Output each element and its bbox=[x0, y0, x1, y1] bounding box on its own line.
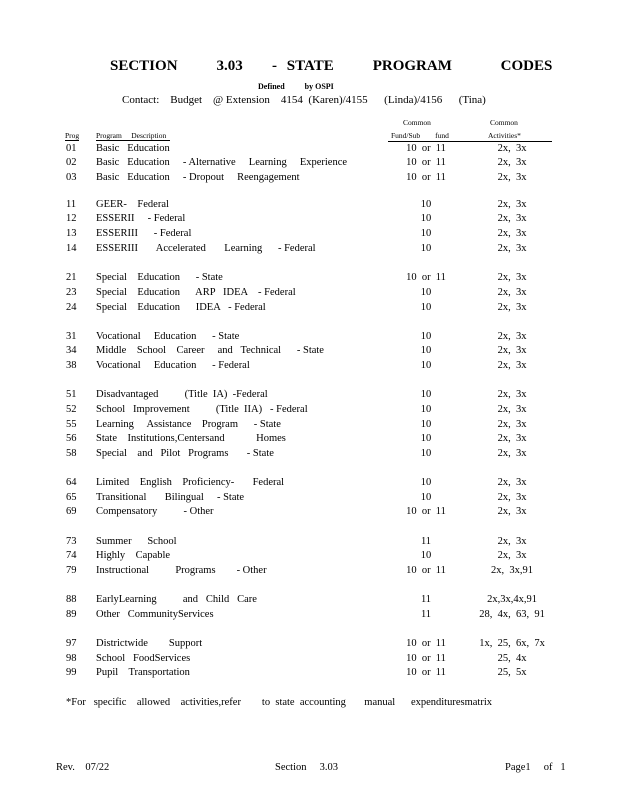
common-activities: 2x, 3x bbox=[497, 287, 527, 298]
program-code: 73 bbox=[66, 536, 77, 547]
program-description: Pupil Transportation bbox=[96, 667, 190, 678]
table-row bbox=[0, 301, 618, 315]
common-fund: 10 bbox=[420, 199, 432, 210]
table-row bbox=[0, 637, 618, 651]
table-row bbox=[0, 388, 618, 402]
program-description: Middle School Career and Technical - State bbox=[96, 345, 324, 356]
common-fund: 10 bbox=[420, 550, 432, 561]
program-code: 01 bbox=[66, 143, 77, 154]
table-row bbox=[0, 344, 618, 358]
program-code: 56 bbox=[66, 433, 77, 444]
table-row bbox=[0, 564, 618, 578]
common-activities: 2x, 3x bbox=[497, 302, 527, 313]
program-description: ESSERIII Accelerated Learning - Federal bbox=[96, 243, 316, 254]
program-code: 51 bbox=[66, 389, 77, 400]
table-row bbox=[0, 330, 618, 344]
common-activities: 2x, 3x bbox=[497, 213, 527, 224]
common-activities: 2x, 3x,91 bbox=[491, 565, 533, 576]
common-activities: 2x, 3x bbox=[497, 243, 527, 254]
program-description: Basic Education bbox=[96, 143, 170, 154]
table-row bbox=[0, 212, 618, 226]
column-header-description: Program Description bbox=[96, 131, 170, 141]
common-activities: 2x, 3x bbox=[497, 157, 527, 168]
common-fund: 10 bbox=[420, 477, 432, 488]
common-fund: 10 bbox=[420, 389, 432, 400]
common-fund: 10 bbox=[420, 448, 432, 459]
common-fund: 10 or 11 bbox=[406, 667, 446, 678]
column-header-activities: Activities* bbox=[488, 131, 521, 140]
program-code: 02 bbox=[66, 157, 77, 168]
program-code: 64 bbox=[66, 477, 77, 488]
program-code: 13 bbox=[66, 228, 77, 239]
table-row bbox=[0, 447, 618, 461]
footnote: *For specific allowed activities,refer to state accounting manual expendituresmatrix bbox=[66, 697, 492, 708]
common-activities: 2x, 3x bbox=[497, 419, 527, 430]
common-activities: 2x, 3x bbox=[497, 477, 527, 488]
common-activities: 2x, 3x bbox=[497, 345, 527, 356]
common-activities: 2x, 3x bbox=[497, 536, 527, 547]
common-activities: 2x, 3x bbox=[497, 172, 527, 183]
program-description: School Improvement (Title IIA) - Federal bbox=[96, 404, 308, 415]
program-code: 24 bbox=[66, 302, 77, 313]
program-code: 89 bbox=[66, 609, 77, 620]
common-fund: 10 bbox=[420, 433, 432, 444]
table-row bbox=[0, 491, 618, 505]
common-fund: 11 bbox=[420, 536, 432, 547]
program-code: 58 bbox=[66, 448, 77, 459]
program-description: Transitional Bilingual - State bbox=[96, 492, 245, 503]
common-activities: 2x, 3x bbox=[497, 331, 527, 342]
program-description: Vocational Education - State bbox=[96, 331, 240, 342]
common-activities: 25, 4x bbox=[497, 653, 527, 664]
table-row bbox=[0, 403, 618, 417]
common-fund: 11 bbox=[420, 609, 432, 620]
program-code: 74 bbox=[66, 550, 77, 561]
common-activities: 1x, 25, 6x, 7x bbox=[479, 638, 545, 649]
table-row bbox=[0, 476, 618, 490]
program-description: ESSERIII - Federal bbox=[96, 228, 192, 239]
footer-revision: Rev. 07/22 bbox=[56, 762, 110, 773]
column-header-common-activities-top: Common bbox=[490, 118, 518, 127]
program-code: 97 bbox=[66, 638, 77, 649]
common-fund: 10 or 11 bbox=[406, 653, 446, 664]
common-fund: 10 or 11 bbox=[406, 506, 446, 517]
common-activities: 2x, 3x bbox=[497, 389, 527, 400]
common-fund: 10 bbox=[420, 228, 432, 239]
page-title: SECTION 3.03 - STATE PROGRAM CODES bbox=[110, 58, 553, 74]
column-header-fund: Fund/Sub fund bbox=[391, 131, 449, 140]
program-code: 52 bbox=[66, 404, 77, 415]
common-activities: 2x, 3x bbox=[497, 272, 527, 283]
common-fund: 10 bbox=[420, 345, 432, 356]
table-row bbox=[0, 505, 618, 519]
program-description: Special Education - State bbox=[96, 272, 223, 283]
common-fund: 10 or 11 bbox=[406, 143, 446, 154]
program-description: Special Education ARP IDEA - Federal bbox=[96, 287, 296, 298]
program-code: 12 bbox=[66, 213, 77, 224]
program-code: 38 bbox=[66, 360, 77, 371]
table-row bbox=[0, 549, 618, 563]
common-fund: 10 or 11 bbox=[406, 638, 446, 649]
common-activities: 2x, 3x bbox=[497, 404, 527, 415]
table-row bbox=[0, 608, 618, 622]
common-activities: 2x, 3x bbox=[497, 550, 527, 561]
program-code: 14 bbox=[66, 243, 77, 254]
common-fund: 10 bbox=[420, 287, 432, 298]
common-fund: 10 bbox=[420, 302, 432, 313]
common-fund: 10 bbox=[420, 213, 432, 224]
program-code: 65 bbox=[66, 492, 77, 503]
table-row bbox=[0, 652, 618, 666]
common-activities: 2x, 3x bbox=[497, 492, 527, 503]
common-fund: 10 or 11 bbox=[406, 172, 446, 183]
table-row bbox=[0, 432, 618, 446]
footer-section: Section 3.03 bbox=[275, 762, 338, 773]
program-code: 98 bbox=[66, 653, 77, 664]
program-description: School FoodServices bbox=[96, 653, 191, 664]
program-description: Highly Capable bbox=[96, 550, 171, 561]
common-fund: 10 bbox=[420, 331, 432, 342]
table-row bbox=[0, 171, 618, 185]
common-activities: 25, 5x bbox=[497, 667, 527, 678]
program-code: 88 bbox=[66, 594, 77, 605]
program-description: Other CommunityServices bbox=[96, 609, 214, 620]
program-description: Disadvantaged (Title IA) -Federal bbox=[96, 389, 268, 400]
common-activities: 28, 4x, 63, 91 bbox=[479, 609, 545, 620]
common-activities: 2x, 3x bbox=[497, 506, 527, 517]
program-code: 69 bbox=[66, 506, 77, 517]
common-fund: 10 or 11 bbox=[406, 272, 446, 283]
common-activities: 2x, 3x bbox=[497, 360, 527, 371]
table-row bbox=[0, 666, 618, 680]
program-code: 03 bbox=[66, 172, 77, 183]
program-description: Summer School bbox=[96, 536, 177, 547]
common-fund: 11 bbox=[420, 594, 432, 605]
program-code: 34 bbox=[66, 345, 77, 356]
program-code: 23 bbox=[66, 287, 77, 298]
program-description: Limited English Proficiency- Federal bbox=[96, 477, 285, 488]
common-fund: 10 bbox=[420, 492, 432, 503]
common-fund: 10 bbox=[420, 360, 432, 371]
contact-line: Contact: Budget @ Extension 4154 (Karen)/4155 (Linda)/4156 (Tina) bbox=[122, 94, 486, 106]
table-row bbox=[0, 535, 618, 549]
program-code: 79 bbox=[66, 565, 77, 576]
program-description: Special and Pilot Programs - State bbox=[96, 448, 274, 459]
program-description: Basic Education - Alternative Learning Experience bbox=[96, 157, 348, 168]
common-activities: 2x,3x,4x,91 bbox=[487, 594, 537, 605]
table-row bbox=[0, 227, 618, 241]
program-description: Vocational Education - Federal bbox=[96, 360, 250, 371]
common-activities: 2x, 3x bbox=[497, 143, 527, 154]
program-description: State Institutions,Centersand Homes bbox=[96, 433, 286, 444]
common-activities: 2x, 3x bbox=[497, 448, 527, 459]
program-description: Basic Education - Dropout Reengagement bbox=[96, 172, 300, 183]
program-code: 21 bbox=[66, 272, 77, 283]
footer-page: Page1 of 1 bbox=[505, 762, 566, 773]
page-subtitle: Defined by OSPI bbox=[258, 82, 334, 91]
common-fund: 10 bbox=[420, 243, 432, 254]
program-code: 55 bbox=[66, 419, 77, 430]
program-description: Compensatory - Other bbox=[96, 506, 214, 517]
common-activities: 2x, 3x bbox=[497, 199, 527, 210]
program-description: Special Education IDEA - Federal bbox=[96, 302, 266, 313]
program-code: 99 bbox=[66, 667, 77, 678]
program-description: ESSERII - Federal bbox=[96, 213, 186, 224]
program-description: Instructional Programs - Other bbox=[96, 565, 267, 576]
program-code: 31 bbox=[66, 331, 77, 342]
common-activities: 2x, 3x bbox=[497, 228, 527, 239]
program-description: Learning Assistance Program - State bbox=[96, 419, 281, 430]
common-fund: 10 or 11 bbox=[406, 565, 446, 576]
common-fund: 10 or 11 bbox=[406, 157, 446, 168]
table-row bbox=[0, 286, 618, 300]
table-row bbox=[0, 242, 618, 256]
program-description: EarlyLearning and Child Care bbox=[96, 594, 257, 605]
program-description: Districtwide Support bbox=[96, 638, 203, 649]
column-header-prog: Prog bbox=[65, 131, 80, 140]
table-row bbox=[0, 142, 618, 156]
table-row bbox=[0, 156, 618, 170]
table-row bbox=[0, 271, 618, 285]
table-row bbox=[0, 418, 618, 432]
table-row bbox=[0, 198, 618, 212]
program-code: 11 bbox=[66, 199, 77, 210]
common-fund: 10 bbox=[420, 419, 432, 430]
table-row bbox=[0, 593, 618, 607]
program-description: GEER- Federal bbox=[96, 199, 169, 210]
table-row bbox=[0, 359, 618, 373]
common-fund: 10 bbox=[420, 404, 432, 415]
common-activities: 2x, 3x bbox=[497, 433, 527, 444]
column-header-common-fund-top: Common bbox=[403, 118, 431, 127]
